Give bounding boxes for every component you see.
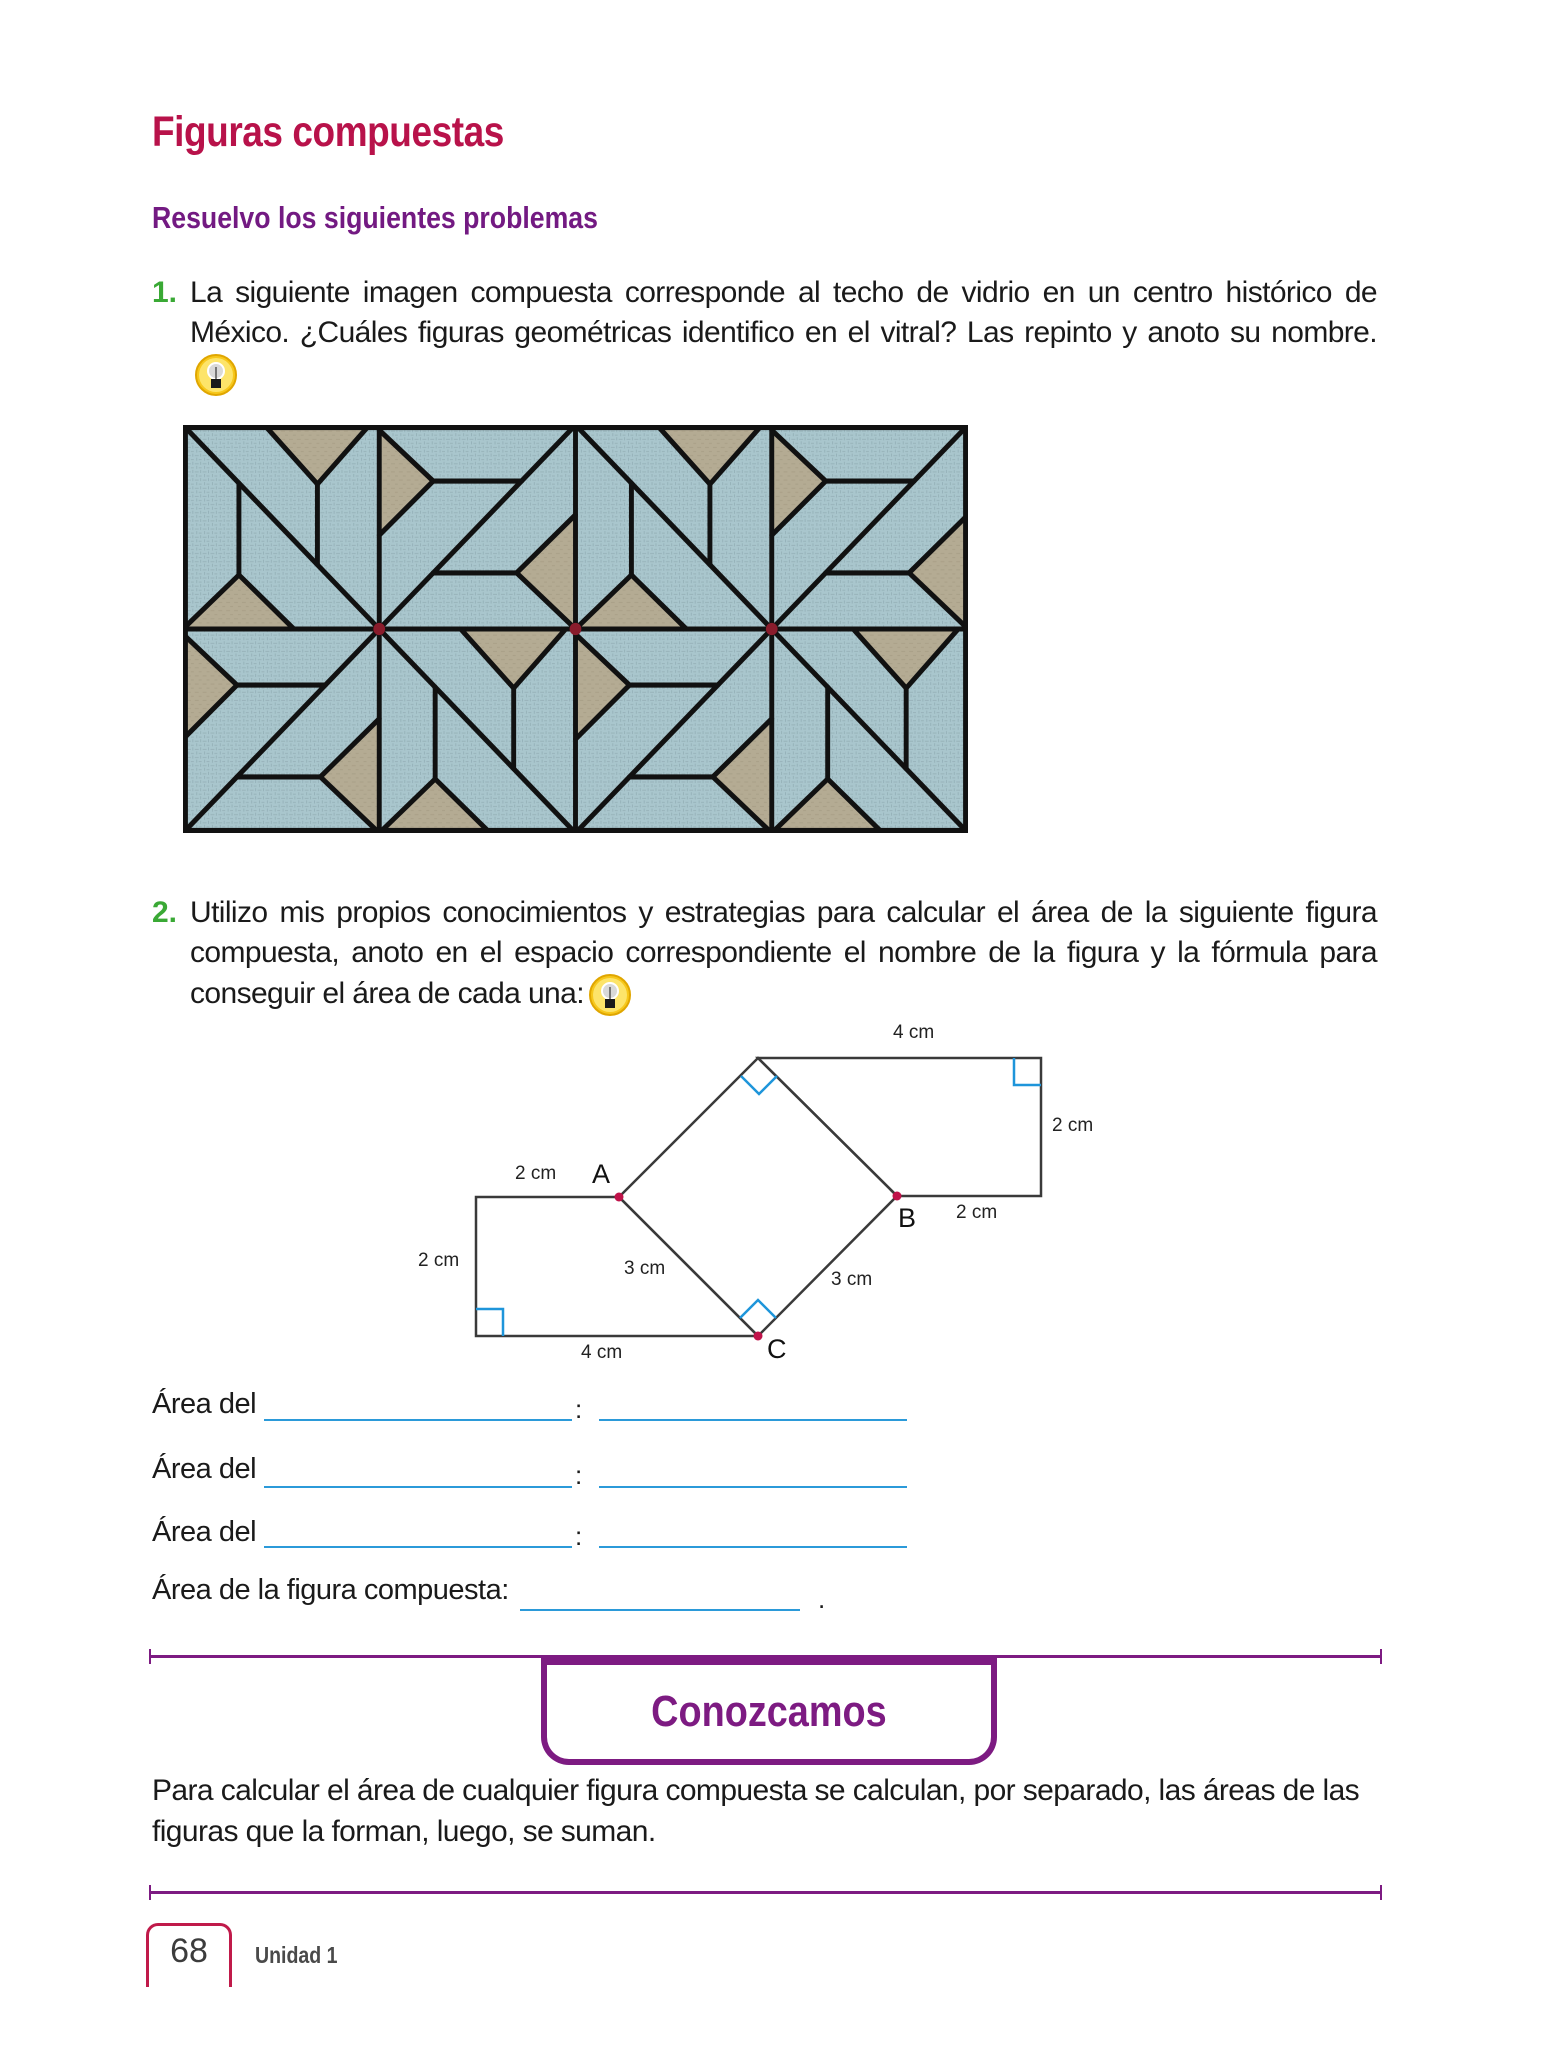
stained-glass-window: [183, 425, 968, 833]
point-b-marker: [893, 1192, 902, 1201]
label-a-left-top: 2 cm: [515, 1163, 557, 1184]
problem-number: 1.: [152, 276, 178, 309]
answer-label: Área del: [152, 1388, 257, 1420]
formula-blank-3[interactable]: [599, 1546, 907, 1548]
figure-name-blank-3[interactable]: [264, 1546, 572, 1548]
figure-name-blank-2[interactable]: [264, 1486, 572, 1488]
figure-name-blank-1[interactable]: [264, 1419, 572, 1421]
problem-number: 2.: [152, 896, 178, 929]
formula-blank-1[interactable]: [599, 1419, 907, 1421]
formula-blank-2[interactable]: [599, 1486, 907, 1488]
point-a-label: A: [592, 1159, 611, 1189]
page-title: Figuras compuestas: [152, 108, 504, 156]
lightbulb-icon: [194, 353, 238, 397]
label-left-height: 2 cm: [418, 1250, 460, 1271]
label-right-height: 2 cm: [1052, 1115, 1094, 1136]
problem-text: La siguiente imagen compuesta corresponde al techo de vidrio en un centro histórico de México. ¿Cuáles figuras geométricas identifico en el vitral? Las repinto y anoto su nombre.: [190, 276, 1377, 349]
label-bottom-width: 4 cm: [581, 1342, 623, 1363]
section-subtitle: Resuelvo los siguientes problemas: [152, 200, 598, 235]
answer-separator: :: [575, 1394, 583, 1424]
point-c-marker: [754, 1332, 763, 1341]
label-ac-side: 3 cm: [624, 1258, 666, 1279]
answer-row-2: [152, 1453, 256, 1486]
lightbulb-icon: [588, 973, 632, 1017]
answer-separator: :: [575, 1521, 583, 1551]
answer-label: Área del: [152, 1453, 257, 1485]
page-number: 68: [170, 1932, 208, 1970]
problem-2: [152, 893, 1377, 1017]
label-b-right: 2 cm: [956, 1202, 998, 1223]
label-bc-side: 3 cm: [831, 1269, 873, 1290]
label-top-right-width: 4 cm: [893, 1022, 935, 1043]
point-b-label: B: [898, 1203, 917, 1233]
unit-label: Unidad 1: [255, 1942, 338, 1968]
answer-row-3: [152, 1516, 256, 1549]
answer-label: Área del: [152, 1516, 257, 1548]
conozcamos-text: Para calcular el área de cualquier figura compuesta se calculan, por separado, las áreas de las figuras que la forman, luego, se suman.: [152, 1774, 1360, 1848]
total-area-period: .: [818, 1584, 826, 1614]
section-divider-bottom: [149, 1891, 1382, 1894]
answer-row-total: [152, 1574, 509, 1607]
problem-text: Utilizo mis propios conocimientos y estrategias para calcular el área de la siguiente figura compuesta, anoto en el espacio correspondiente el nombre de la figura y la fórmula para conseguir el área de cada una:: [190, 896, 1377, 1010]
conozcamos-heading: Conozcamos: [651, 1687, 887, 1736]
point-a-marker: [615, 1193, 624, 1202]
problem-1: [152, 273, 1377, 397]
total-area-blank[interactable]: [520, 1609, 800, 1611]
answer-separator: :: [575, 1460, 583, 1490]
total-area-label: Área de la figura compuesta:: [152, 1574, 509, 1606]
conozcamos-tab: [541, 1655, 997, 1765]
point-c-label: C: [767, 1334, 787, 1364]
answer-row-1: [152, 1388, 256, 1421]
page-number-box: [146, 1923, 232, 1987]
right-angle-markers: [476, 1058, 1041, 1336]
